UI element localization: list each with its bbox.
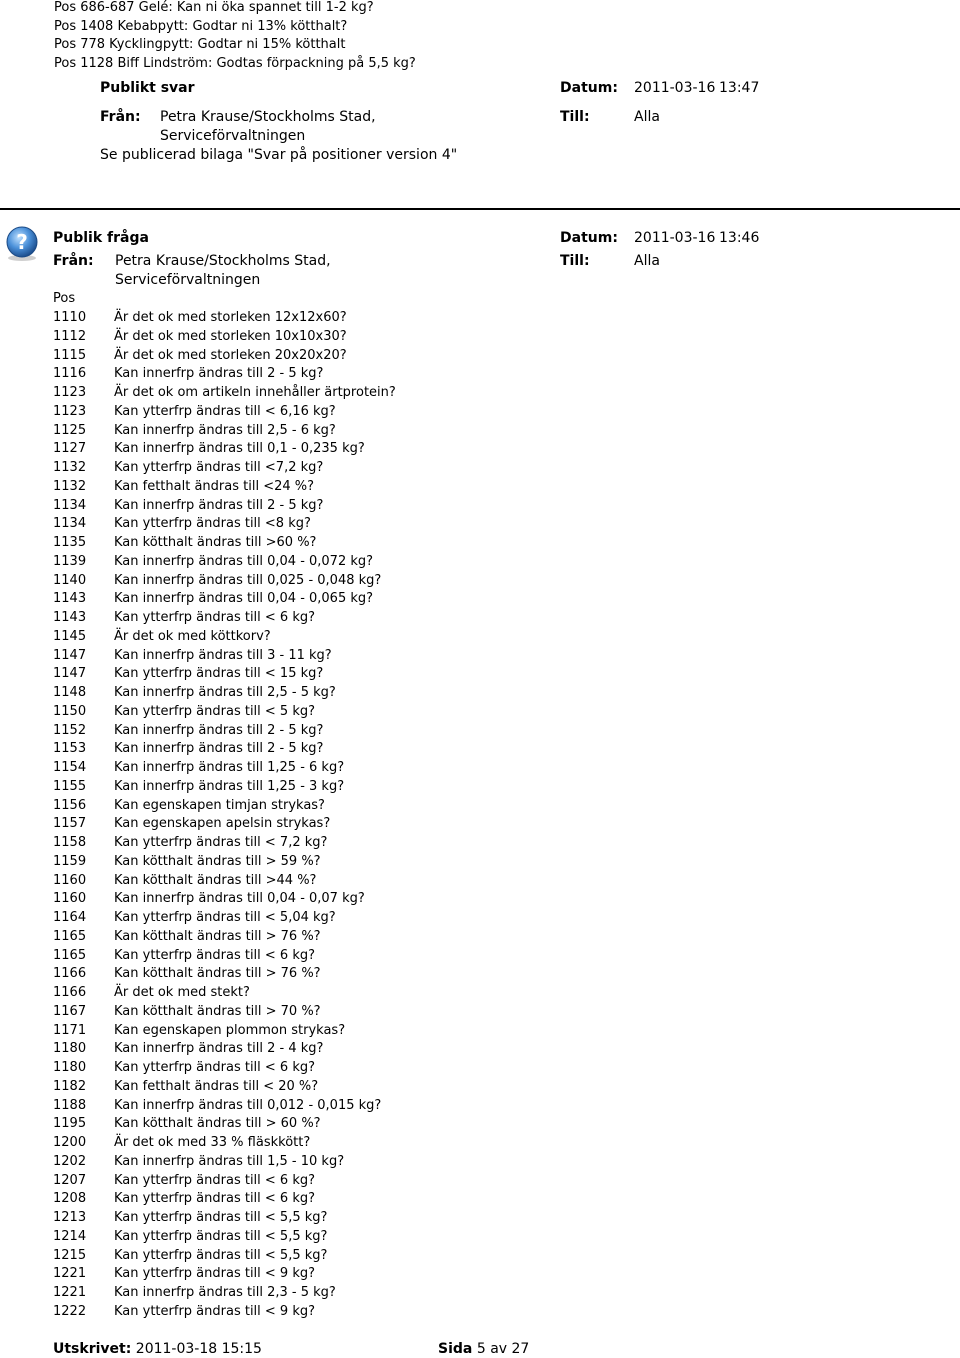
question-text: Är det ok med storleken 12x12x60? xyxy=(114,310,347,325)
list-item xyxy=(53,872,753,891)
question-text: Kan ytterfrp ändras till < 15 kg? xyxy=(114,666,324,682)
question-text: Är det ok med storleken 20x20x20? xyxy=(114,347,347,363)
question-date-label: Datum: xyxy=(560,230,618,246)
question-text: Kan ytterfrp ändras till < 6 kg? xyxy=(114,1060,316,1075)
pos-number: 1180 xyxy=(53,1060,87,1075)
list-item xyxy=(53,1040,753,1059)
printed-value: 2011-03-18 15:15 xyxy=(135,1341,262,1357)
pos-number: 1180 xyxy=(53,1041,87,1057)
pos-number: 1222 xyxy=(53,1303,87,1319)
question-text: Kan innerfrp ändras till 0,04 - 0,072 kg? xyxy=(114,553,374,569)
question-from-name: Petra Krause/Stockholms Stad, xyxy=(115,253,331,269)
question-text: Kan innerfrp ändras till 0,04 - 0,065 kg? xyxy=(114,591,374,607)
answer-from-label: Från: xyxy=(100,109,141,125)
pos-number: 1134 xyxy=(53,516,87,532)
pos-number: 1140 xyxy=(53,572,87,588)
question-text: Kan innerfrp ändras till 0,04 - 0,07 kg? xyxy=(114,891,365,907)
question-text: Kan ytterfrp ändras till < 9 kg? xyxy=(114,1266,316,1282)
question-text: Kan innerfrp ändras till 1,5 - 10 kg? xyxy=(114,1153,345,1169)
pos-number: 1215 xyxy=(53,1247,87,1263)
question-text: Är det ok med storleken 10x10x30? xyxy=(114,328,347,344)
question-time: 13:46 xyxy=(719,230,760,246)
list-item xyxy=(53,478,753,497)
question-list xyxy=(53,309,753,1322)
list-item xyxy=(53,609,753,628)
question-text: Kan ytterfrp ändras till <8 kg? xyxy=(114,516,311,532)
pos-number: 1159 xyxy=(53,853,87,869)
list-item xyxy=(53,815,753,834)
previous-line: Pos 778 Kycklingpytt: Godtar ni 15% kötthalt xyxy=(54,37,346,52)
list-item xyxy=(53,1059,753,1078)
pos-number: 1112 xyxy=(53,328,87,344)
list-item xyxy=(53,1115,753,1134)
question-text: Kan innerfrp ändras till 0,012 - 0,015 kg? xyxy=(114,1097,382,1113)
pos-number: 1214 xyxy=(53,1228,87,1244)
question-text: Kan innerfrp ändras till 1,25 - 3 kg? xyxy=(114,778,345,794)
question-from-department: Serviceförvaltningen xyxy=(115,272,261,288)
pos-number: 1166 xyxy=(53,966,87,982)
pos-number: 1195 xyxy=(53,1116,87,1132)
question-text: Kan ytterfrp ändras till < 5 kg? xyxy=(114,703,316,719)
question-text: Kan innerfrp ändras till 1,25 - 6 kg? xyxy=(114,760,345,775)
pos-number: 1123 xyxy=(53,403,87,419)
pos-number: 1165 xyxy=(53,928,87,944)
list-item xyxy=(53,590,753,609)
answer-note: Se publicerad bilaga "Svar på positioner version 4" xyxy=(100,147,458,163)
pos-number: 1207 xyxy=(53,1172,87,1188)
question-text: Kan egenskapen apelsin strykas? xyxy=(114,816,331,832)
question-text: Är det ok om artikeln innehåller ärtprotein? xyxy=(114,385,396,400)
list-item xyxy=(53,684,753,703)
list-item xyxy=(53,647,753,666)
list-item xyxy=(53,984,753,1003)
answer-date: 2011-03-16 xyxy=(634,80,716,96)
question-text: Kan ytterfrp ändras till < 5,04 kg? xyxy=(114,910,336,925)
question-text: Kan ytterfrp ändras till < 6,16 kg? xyxy=(114,403,336,419)
pos-number: 1152 xyxy=(53,722,87,738)
pos-number: 1160 xyxy=(53,891,87,907)
answer-date-label: Datum: xyxy=(560,80,618,96)
list-item xyxy=(53,534,753,553)
section-divider xyxy=(0,208,960,210)
list-item xyxy=(53,1247,753,1266)
question-text: Är det ok med stekt? xyxy=(114,985,250,1000)
question-text: Är det ok med köttkorv? xyxy=(114,628,271,644)
question-text: Kan innerfrp ändras till 3 - 11 kg? xyxy=(114,647,332,663)
question-text: Kan innerfrp ändras till 0,1 - 0,235 kg? xyxy=(114,441,365,457)
list-item xyxy=(53,459,753,478)
pos-number: 1139 xyxy=(53,553,87,569)
answer-to: Alla xyxy=(634,109,660,125)
answer-to-label: Till: xyxy=(560,109,590,125)
pos-number: 1208 xyxy=(53,1191,87,1207)
list-item xyxy=(53,853,753,872)
list-item xyxy=(53,890,753,909)
svg-text:?: ? xyxy=(16,230,28,254)
list-item xyxy=(53,1078,753,1097)
question-text: Kan egenskapen plommon strykas? xyxy=(114,1022,346,1038)
pos-number: 1221 xyxy=(53,1266,87,1282)
pos-header: Pos xyxy=(53,291,76,306)
pos-number: 1147 xyxy=(53,666,87,682)
pos-number: 1123 xyxy=(53,385,87,400)
question-text: Kan innerfrp ändras till 2,5 - 6 kg? xyxy=(114,422,336,438)
pos-number: 1143 xyxy=(53,591,87,607)
list-item xyxy=(53,1228,753,1247)
list-item xyxy=(53,834,753,853)
list-item xyxy=(53,365,753,384)
pos-number: 1135 xyxy=(53,535,87,550)
question-from-label: Från: xyxy=(53,253,94,269)
pos-number: 1213 xyxy=(53,1210,87,1225)
list-item xyxy=(53,965,753,984)
answer-from-department: Serviceförvaltningen xyxy=(160,128,306,144)
list-item xyxy=(53,1003,753,1022)
printed-info xyxy=(53,1341,262,1357)
page-total: 27 xyxy=(511,1341,530,1357)
list-item xyxy=(53,347,753,366)
list-item xyxy=(53,1209,753,1228)
pos-number: 1143 xyxy=(53,610,87,625)
list-item xyxy=(53,403,753,422)
answer-title: Publikt svar xyxy=(100,80,195,96)
page-current: 5 xyxy=(476,1341,486,1357)
printed-label: Utskrivet: xyxy=(53,1341,132,1357)
list-item xyxy=(53,553,753,572)
list-item xyxy=(53,665,753,684)
list-item xyxy=(53,759,753,778)
list-item xyxy=(53,1022,753,1041)
list-item xyxy=(53,1097,753,1116)
pos-number: 1202 xyxy=(53,1153,87,1169)
question-text: Kan innerfrp ändras till 0,025 - 0,048 kg? xyxy=(114,572,382,588)
pos-number: 1153 xyxy=(53,741,87,757)
pos-number: 1132 xyxy=(53,478,87,494)
pos-number: 1171 xyxy=(53,1022,87,1038)
page-info xyxy=(438,1341,529,1357)
question-text: Kan egenskapen timjan strykas? xyxy=(114,797,325,813)
pos-number: 1115 xyxy=(53,347,87,363)
question-text: Kan innerfrp ändras till 2 - 5 kg? xyxy=(114,366,324,382)
question-text: Kan kötthalt ändras till > 76 %? xyxy=(114,928,321,944)
page-of: av xyxy=(490,1341,508,1357)
question-text: Kan kötthalt ändras till >60 %? xyxy=(114,535,317,550)
pos-number: 1150 xyxy=(53,703,87,719)
previous-line: Pos 1408 Kebabpytt: Godtar ni 13% kötthalt? xyxy=(54,18,348,34)
list-item xyxy=(53,328,753,347)
list-item xyxy=(53,1303,753,1322)
list-item xyxy=(53,497,753,516)
previous-line: Pos 1128 Biff Lindström: Godtas förpackning på 5,5 kg? xyxy=(54,55,416,71)
list-item xyxy=(53,572,753,591)
list-item xyxy=(53,1284,753,1303)
question-text: Kan innerfrp ändras till 2,3 - 5 kg? xyxy=(114,1285,336,1300)
list-item xyxy=(53,1172,753,1191)
list-item xyxy=(53,440,753,459)
list-item xyxy=(53,740,753,759)
question-text: Kan kötthalt ändras till > 76 %? xyxy=(114,966,321,982)
pos-number: 1116 xyxy=(53,366,87,382)
list-item xyxy=(53,1153,753,1172)
question-text: Kan fetthalt ändras till <24 %? xyxy=(114,478,315,494)
pos-number: 1158 xyxy=(53,835,87,850)
pos-number: 1182 xyxy=(53,1078,87,1094)
list-item xyxy=(53,515,753,534)
list-item xyxy=(53,797,753,816)
pos-number: 1134 xyxy=(53,497,87,513)
question-date: 2011-03-16 xyxy=(634,230,716,246)
list-item xyxy=(53,928,753,947)
list-item xyxy=(53,422,753,441)
question-text: Kan ytterfrp ändras till < 6 kg? xyxy=(114,1191,316,1207)
list-item xyxy=(53,703,753,722)
previous-question-lines xyxy=(54,0,416,74)
question-text: Kan ytterfrp ändras till < 5,5 kg? xyxy=(114,1247,328,1263)
pos-number: 1145 xyxy=(53,628,87,644)
question-text: Kan innerfrp ändras till 2 - 5 kg? xyxy=(114,497,324,513)
question-text: Kan ytterfrp ändras till < 5,5 kg? xyxy=(114,1228,328,1244)
question-text: Kan kötthalt ändras till > 70 %? xyxy=(114,1003,321,1019)
pos-number: 1200 xyxy=(53,1135,87,1150)
question-text: Kan innerfrp ändras till 2,5 - 5 kg? xyxy=(114,685,336,700)
list-item xyxy=(53,909,753,928)
question-text: Kan ytterfrp ändras till < 6 kg? xyxy=(114,610,316,625)
list-item xyxy=(53,628,753,647)
question-to-label: Till: xyxy=(560,253,590,269)
question-text: Kan kötthalt ändras till > 59 %? xyxy=(114,853,321,869)
question-text: Kan ytterfrp ändras till < 6 kg? xyxy=(114,947,316,963)
question-text: Är det ok med 33 % fläskkött? xyxy=(114,1135,311,1150)
list-item xyxy=(53,384,753,403)
pos-number: 1157 xyxy=(53,816,87,832)
pos-number: 1156 xyxy=(53,797,87,813)
question-text: Kan fetthalt ändras till < 20 %? xyxy=(114,1078,319,1094)
list-item xyxy=(53,309,753,328)
pos-number: 1148 xyxy=(53,685,87,700)
list-item xyxy=(53,947,753,966)
list-item xyxy=(53,1265,753,1284)
answer-time: 13:47 xyxy=(719,80,760,96)
question-text: Kan kötthalt ändras till > 60 %? xyxy=(114,1116,321,1132)
question-title: Publik fråga xyxy=(53,230,149,246)
answer-from-name: Petra Krause/Stockholms Stad, xyxy=(160,109,376,125)
question-text: Kan innerfrp ändras till 2 - 5 kg? xyxy=(114,741,324,757)
pos-number: 1154 xyxy=(53,760,87,775)
pos-number: 1164 xyxy=(53,910,87,925)
page-label: Sida xyxy=(438,1341,473,1357)
list-item xyxy=(53,1190,753,1209)
pos-number: 1167 xyxy=(53,1003,87,1019)
question-icon xyxy=(4,226,40,262)
question-text: Kan ytterfrp ändras till < 6 kg? xyxy=(114,1172,316,1188)
list-item xyxy=(53,778,753,797)
question-text: Kan innerfrp ändras till 2 - 5 kg? xyxy=(114,722,324,738)
pos-number: 1160 xyxy=(53,872,87,888)
list-item xyxy=(53,722,753,741)
question-text: Kan innerfrp ändras till 2 - 4 kg? xyxy=(114,1041,324,1057)
pos-number: 1165 xyxy=(53,947,87,963)
pos-number: 1155 xyxy=(53,778,87,794)
pos-number: 1147 xyxy=(53,647,87,663)
pos-number: 1110 xyxy=(53,310,87,325)
question-text: Kan kötthalt ändras till >44 %? xyxy=(114,872,317,888)
question-to: Alla xyxy=(634,253,660,269)
question-text: Kan ytterfrp ändras till < 9 kg? xyxy=(114,1303,316,1319)
previous-line: Pos 686-687 Gelé: Kan ni öka spannet till 1-2 kg? xyxy=(54,0,374,15)
pos-number: 1132 xyxy=(53,460,87,475)
question-text: Kan ytterfrp ändras till < 5,5 kg? xyxy=(114,1210,328,1225)
pos-number: 1188 xyxy=(53,1097,87,1113)
pos-number: 1125 xyxy=(53,422,87,438)
pos-number: 1166 xyxy=(53,985,87,1000)
question-text: Kan ytterfrp ändras till < 7,2 kg? xyxy=(114,835,328,850)
list-item xyxy=(53,1134,753,1153)
pos-number: 1221 xyxy=(53,1285,87,1300)
question-text: Kan ytterfrp ändras till <7,2 kg? xyxy=(114,460,324,475)
pos-number: 1127 xyxy=(53,441,87,457)
